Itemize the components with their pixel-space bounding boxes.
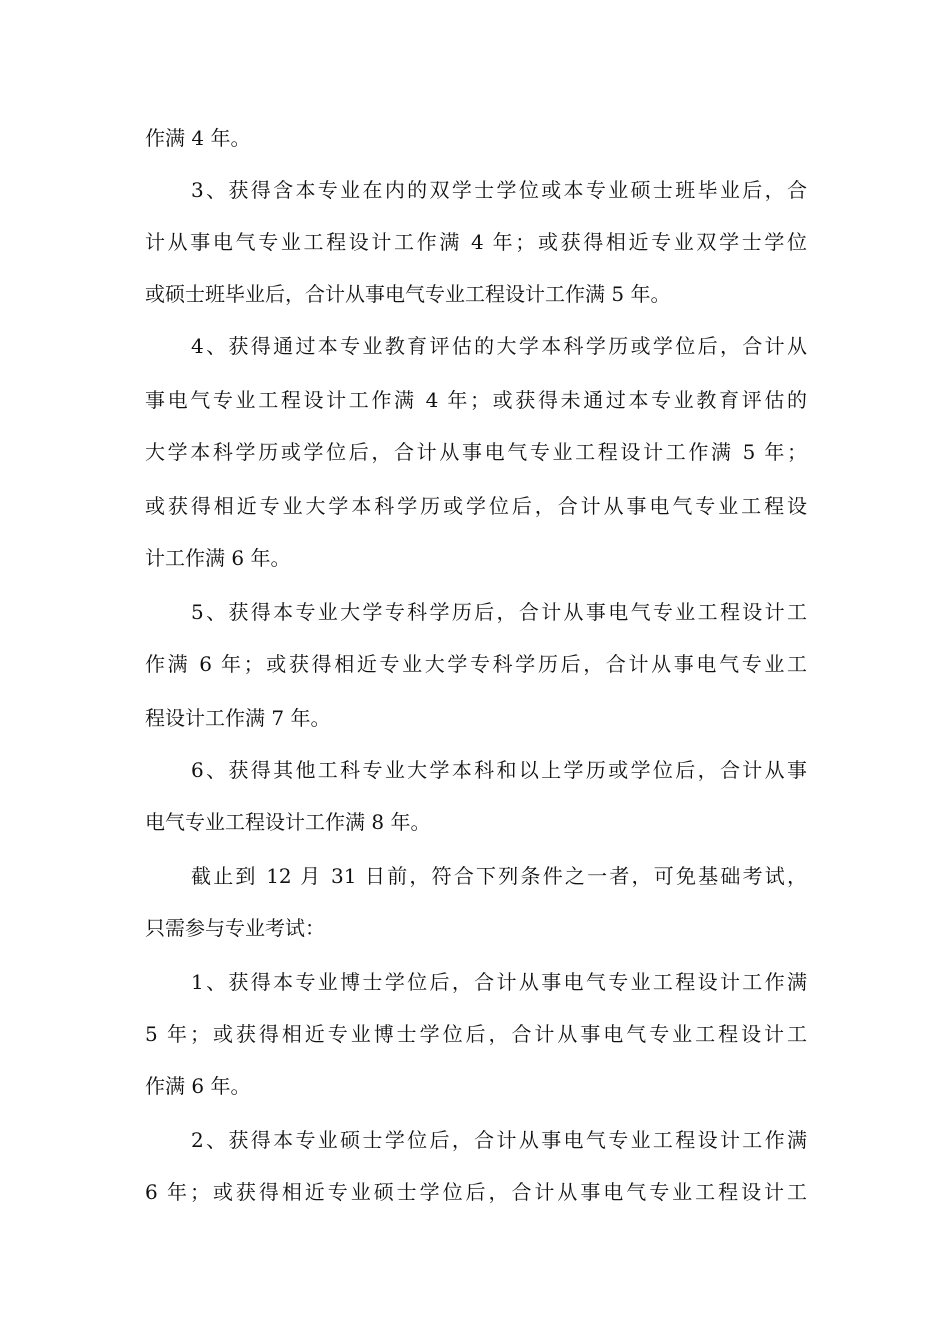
text-line: 1、获得本专业博士学位后，合计从事电气专业工程设计工作满 [191, 970, 807, 994]
text-line: 电气专业工程设计工作满 8 年。 [145, 810, 431, 834]
text-line: 只需参与专业考试： [145, 916, 325, 940]
text-line: 作满 6 年；或获得相近专业大学专科学历后，合计从事电气专业工 [145, 652, 807, 676]
text-line: 作满 6 年。 [145, 1074, 251, 1098]
text-line: 或获得相近专业大学本科学历或学位后，合计从事电气专业工程设 [145, 494, 807, 518]
text-line: 2、获得本专业硕士学位后，合计从事电气专业工程设计工作满 [191, 1128, 807, 1152]
text-line: 计从事电气专业工程设计工作满 4 年；或获得相近专业双学士学位 [145, 230, 807, 254]
text-line: 6、获得其他工科专业大学本科和以上学历或学位后，合计从事 [191, 758, 807, 782]
text-line: 5、获得本专业大学专科学历后，合计从事电气专业工程设计工 [191, 600, 807, 624]
text-line: 作满 4 年。 [145, 126, 251, 150]
text-line: 截止到 12 月 31 日前，符合下列条件之一者，可免基础考试， [191, 864, 807, 888]
text-line: 程设计工作满 7 年。 [145, 706, 331, 730]
text-line: 5 年；或获得相近专业博士学位后，合计从事电气专业工程设计工 [145, 1022, 807, 1046]
text-line: 大学本科学历或学位后，合计从事电气专业工程设计工作满 5 年； [145, 440, 807, 464]
text-line: 计工作满 6 年。 [145, 546, 291, 570]
text-line: 4、获得通过本专业教育评估的大学本科学历或学位后，合计从 [191, 334, 807, 358]
text-line: 6 年；或获得相近专业硕士学位后，合计从事电气专业工程设计工 [145, 1180, 807, 1204]
text-line: 事电气专业工程设计工作满 4 年；或获得未通过本专业教育评估的 [145, 388, 807, 412]
text-line: 3、获得含本专业在内的双学士学位或本专业硕士班毕业后，合 [191, 178, 807, 202]
text-line: 或硕士班毕业后，合计从事电气专业工程设计工作满 5 年。 [145, 282, 671, 306]
